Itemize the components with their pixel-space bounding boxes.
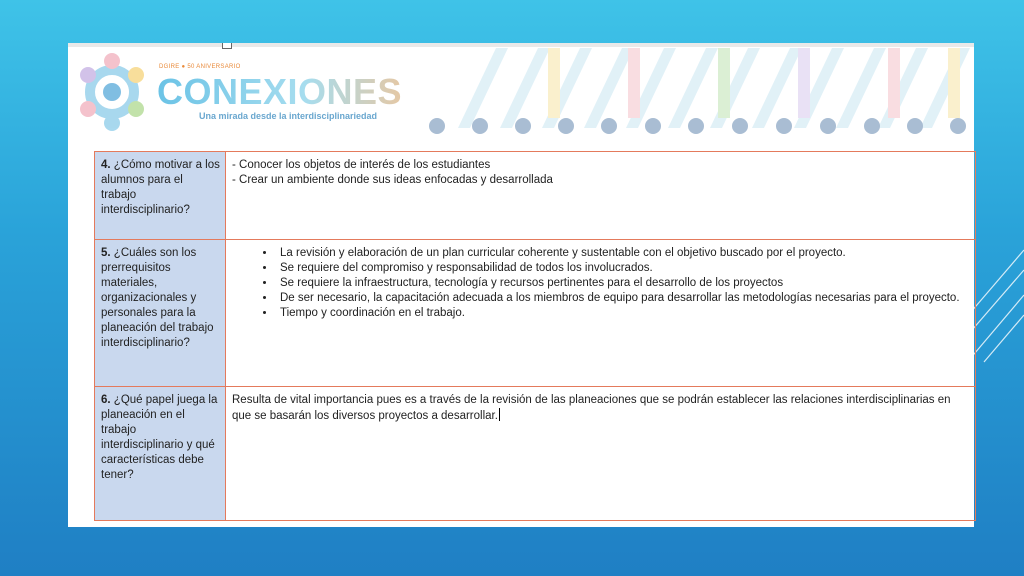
question-number: 6. bbox=[101, 394, 111, 406]
list-item: • Se requiere del compromiso y responsabilidad de todos los involucrados. bbox=[276, 261, 969, 276]
table-row bbox=[95, 387, 976, 521]
question-text: ¿Cuáles son los prerrequisitos materiales, organizacionales y personales para la planeación del trabajo interdisciplinario? bbox=[101, 247, 214, 349]
table-row bbox=[95, 240, 976, 387]
logo-wordmark: CONEXIONES bbox=[157, 71, 403, 112]
answer-cell[interactable] bbox=[226, 152, 976, 240]
question-text: ¿Cómo motivar a los alumnos para el trabajo interdisciplinario? bbox=[101, 159, 220, 216]
document-header bbox=[68, 43, 974, 143]
list-item: • La revisión y elaboración de un plan curricular coherente y sustentable con el objetivo buscado por el proyecto. bbox=[276, 246, 969, 261]
question-text: ¿Qué papel juega la planeación en el trabajo interdisciplinario y qué características debe tener? bbox=[101, 394, 218, 481]
questions-table bbox=[94, 151, 976, 521]
list-item: • Se requiere la infraestructura, tecnología y recursos pertinentes para el desarrollo de los proyectos bbox=[276, 276, 969, 291]
question-cell bbox=[95, 240, 226, 387]
conexiones-logo-icon bbox=[74, 49, 150, 135]
list-item: • De ser necesario, la capacitación adecuada a los miembros de equipo para desarrollar las metodologías necesarias para el proyecto. bbox=[276, 291, 969, 306]
answer-bullet-list bbox=[232, 246, 969, 321]
text-cursor bbox=[499, 408, 500, 421]
answer-cell[interactable] bbox=[226, 240, 976, 387]
logo-tagline: Una mirada desde la interdisciplinariedad bbox=[199, 111, 378, 121]
answer-text: Resulta de vital importancia pues es a través de la revisión de las planeaciones que se podrán establecer las relaciones interdisciplinarias en que se basarán los diversos proyectos a desarrollar. bbox=[232, 394, 951, 422]
question-number: 5. bbox=[101, 247, 111, 259]
answer-cell[interactable] bbox=[226, 387, 976, 521]
question-cell bbox=[95, 387, 226, 521]
decorative-stripes bbox=[428, 43, 974, 143]
answer-line: - Conocer los objetos de interés de los estudiantes bbox=[232, 159, 491, 171]
question-cell bbox=[95, 152, 226, 240]
answer-line: - Crear un ambiente donde sus ideas enfocadas y desarrollada bbox=[232, 174, 553, 186]
table-row bbox=[95, 152, 976, 240]
logo-kicker: DGIRE ● 50 ANIVERSARIO bbox=[159, 64, 241, 70]
list-item: • Tiempo y coordinación en el trabajo. bbox=[276, 306, 969, 321]
question-number: 4. bbox=[101, 159, 111, 171]
